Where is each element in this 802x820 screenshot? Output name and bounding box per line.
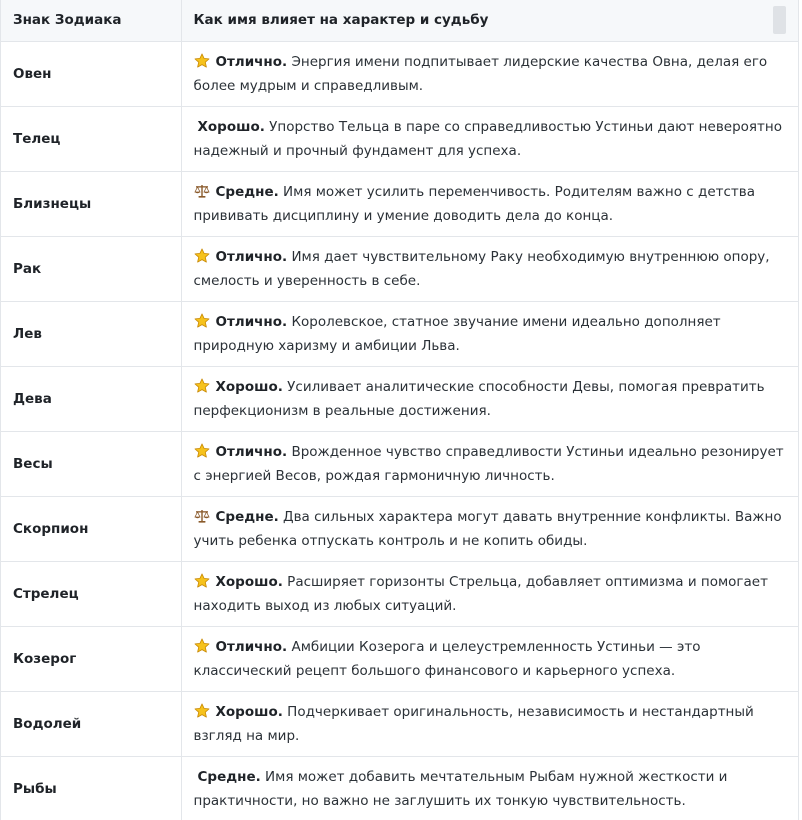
description-cell [181, 431, 799, 496]
rating-label: Отлично. [215, 313, 288, 330]
zodiac-sign-cell: Дева [1, 366, 181, 431]
description-text: Имя может усилить переменчивость. Родителям важно с детства прививать дисциплину и умение доводить дела до конца. [193, 183, 756, 224]
rating-label: Отлично. [215, 248, 288, 265]
zodiac-sign-cell: Овен [1, 41, 181, 106]
table-row [1, 496, 799, 561]
star-icon [194, 313, 210, 329]
table-row [1, 41, 799, 106]
description-text: Расширяет горизонты Стрельца, добавляет оптимизма и помогает находить выход из любых ситуаций. [193, 573, 768, 614]
table-header [1, 0, 799, 41]
description-cell [181, 301, 799, 366]
table-row [1, 236, 799, 301]
zodiac-table [1, 0, 799, 820]
rating-label: Отлично. [215, 443, 288, 460]
zodiac-sign-cell: Рак [1, 236, 181, 301]
zodiac-sign-cell: Телец [1, 106, 181, 171]
zodiac-sign-cell: Близнецы [1, 171, 181, 236]
scrollbar[interactable] [773, 6, 789, 34]
description-text: Амбиции Козерога и целеустремленность Устиньи — это классический рецепт большого финансового и карьерного успеха. [193, 638, 701, 679]
scrollbar-thumb[interactable] [773, 6, 786, 34]
description-cell [181, 106, 799, 171]
description-cell [181, 41, 799, 106]
description-cell [181, 236, 799, 301]
description-text: Врожденное чувство справедливости Устиньи идеально резонирует с энергией Весов, рождая гармоничную личность. [193, 443, 784, 484]
description-cell [181, 171, 799, 236]
scales-icon [194, 508, 210, 524]
zodiac-sign-cell: Стрелец [1, 561, 181, 626]
zodiac-sign-cell: Водолей [1, 691, 181, 756]
scales-icon [194, 183, 210, 199]
description-cell [181, 626, 799, 691]
rating-label: Хорошо. [215, 703, 283, 720]
table-row [1, 366, 799, 431]
description-text: Имя дает чувствительному Раку необходимую внутреннюю опору, смелость и уверенность в себе. [193, 248, 770, 289]
star-icon [194, 378, 210, 394]
description-cell [181, 756, 799, 820]
description-text: Имя может добавить мечтательным Рыбам нужной жесткости и практичности, но важно не заглушить их тонкую чувствительность. [193, 768, 728, 809]
table-row [1, 756, 799, 820]
table-body [1, 41, 799, 820]
zodiac-sign-cell: Скорпион [1, 496, 181, 561]
rating-label: Отлично. [215, 638, 288, 655]
description-cell [181, 691, 799, 756]
zodiac-sign-cell: Весы [1, 431, 181, 496]
description-cell [181, 561, 799, 626]
description-text: Два сильных характера могут давать внутренние конфликты. Важно учить ребенка отпускать контроль и не копить обиды. [193, 508, 782, 549]
table-row [1, 431, 799, 496]
column-header-description: Как имя влияет на характер и судьбу [181, 0, 799, 41]
rating-label: Средне. [215, 508, 279, 525]
table-row [1, 626, 799, 691]
description-text: Подчеркивает оригинальность, независимость и нестандартный взгляд на мир. [193, 703, 754, 744]
description-text: Энергия имени подпитывает лидерские качества Овна, делая его более мудрым и справедливым. [193, 53, 768, 94]
star-icon [194, 53, 210, 69]
star-icon [194, 703, 210, 719]
table-row [1, 301, 799, 366]
rating-label: Средне. [197, 768, 261, 785]
rating-label: Отлично. [215, 53, 288, 70]
table-row [1, 171, 799, 236]
description-cell [181, 366, 799, 431]
star-icon [194, 248, 210, 264]
table-row [1, 561, 799, 626]
description-text: Королевское, статное звучание имени идеально дополняет природную харизму и амбиции Льва. [193, 313, 721, 354]
table-row [1, 106, 799, 171]
rating-label: Хорошо. [215, 378, 283, 395]
zodiac-sign-cell: Рыбы [1, 756, 181, 820]
column-header-sign: Знак Зодиака [1, 0, 181, 41]
zodiac-sign-cell: Лев [1, 301, 181, 366]
zodiac-sign-cell: Козерог [1, 626, 181, 691]
star-icon [194, 638, 210, 654]
table-row [1, 691, 799, 756]
description-cell [181, 496, 799, 561]
rating-label: Хорошо. [197, 118, 265, 135]
star-icon [194, 573, 210, 589]
rating-label: Средне. [215, 183, 279, 200]
description-text: Упорство Тельца в паре со справедливостью Устиньи дают невероятно надежный и прочный фундамент для успеха. [193, 118, 782, 159]
star-icon [194, 443, 210, 459]
rating-label: Хорошо. [215, 573, 283, 590]
description-text: Усиливает аналитические способности Девы, помогая превратить перфекционизм в реальные достижения. [193, 378, 765, 419]
